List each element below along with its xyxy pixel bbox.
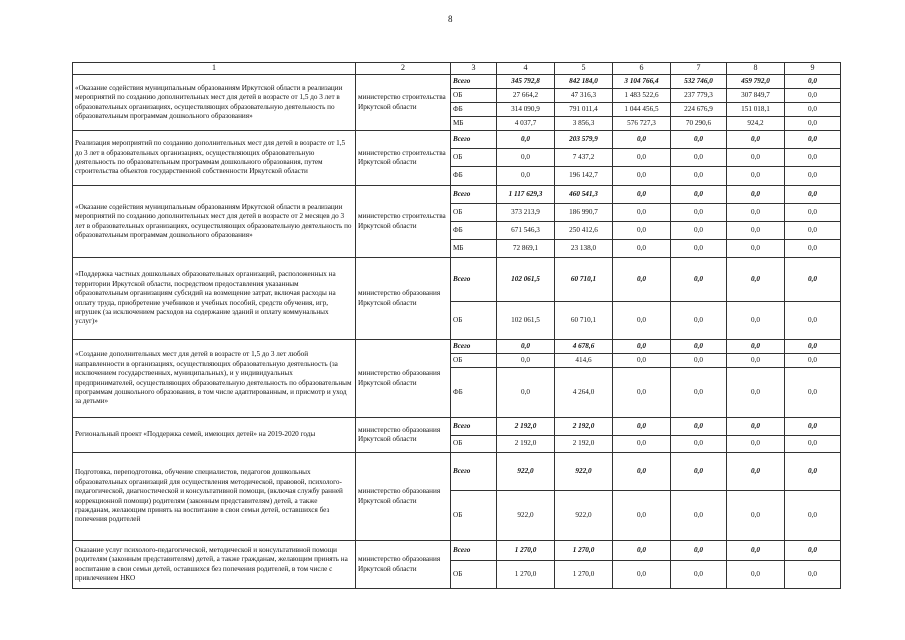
header-row [73,63,841,75]
amount-cell: 345 792,8 [497,75,555,89]
executor-cell: министерство образования Иркутской области [356,541,451,589]
amount-cell: 0,0 [613,258,671,302]
amount-cell: 0,0 [785,541,841,561]
funding-source-cell: ОБ [451,89,497,103]
amount-cell: 60 710,1 [555,258,613,302]
amount-cell: 2 192,0 [497,418,555,436]
amount-cell: 102 061,5 [497,258,555,302]
amount-cell: 0,0 [613,149,671,167]
amount-cell: 414,6 [555,354,613,368]
funding-source-cell: Всего [451,453,497,491]
amount-cell: 0,0 [785,89,841,103]
amount-cell: 0,0 [785,240,841,258]
table-row [73,453,841,491]
amount-cell: 532 746,0 [671,75,727,89]
amount-cell: 1 483 522,6 [613,89,671,103]
amount-cell: 0,0 [613,541,671,561]
amount-cell: 0,0 [727,418,785,436]
amount-cell: 791 011,4 [555,103,613,117]
funding-table [72,62,841,589]
amount-cell: 1 270,0 [555,541,613,561]
amount-cell: 0,0 [785,491,841,541]
amount-cell: 0,0 [671,131,727,149]
amount-cell: 0,0 [671,186,727,204]
amount-cell: 0,0 [785,204,841,222]
executor-cell: министерство строительства Иркутской области [356,131,451,186]
amount-cell: 0,0 [785,302,841,340]
amount-cell: 1 044 456,5 [613,103,671,117]
funding-source-cell: Всего [451,258,497,302]
funding-source-cell: ОБ [451,354,497,368]
funding-source-cell: ОБ [451,561,497,589]
amount-cell: 0,0 [727,204,785,222]
header-cell: 7 [671,63,727,75]
amount-cell: 924,2 [727,117,785,131]
amount-cell: 0,0 [613,436,671,453]
amount-cell: 72 869,1 [497,240,555,258]
amount-cell: 186 990,7 [555,204,613,222]
program-name-cell: Региональный проект «Поддержка семей, имеющих детей» на 2019-2020 годы [73,418,356,453]
table-row [73,75,841,89]
amount-cell: 0,0 [727,368,785,418]
page-number: 8 [448,14,453,24]
amount-cell: 0,0 [671,258,727,302]
amount-cell: 237 779,3 [671,89,727,103]
amount-cell: 459 792,0 [727,75,785,89]
header-cell: 5 [555,63,613,75]
amount-cell: 4 037,7 [497,117,555,131]
amount-cell: 0,0 [613,204,671,222]
amount-cell: 196 142,7 [555,167,613,186]
amount-cell: 0,0 [785,149,841,167]
amount-cell: 0,0 [613,222,671,240]
amount-cell: 0,0 [785,222,841,240]
amount-cell: 151 018,1 [727,103,785,117]
table-row [73,258,841,302]
amount-cell: 3 856,3 [555,117,613,131]
funding-source-cell: ОБ [451,204,497,222]
executor-cell: министерство образования Иркутской области [356,453,451,541]
amount-cell: 0,0 [785,340,841,354]
executor-cell: министерство строительства Иркутской области [356,75,451,131]
amount-cell: 0,0 [671,418,727,436]
amount-cell: 60 710,1 [555,302,613,340]
amount-cell: 0,0 [671,340,727,354]
amount-cell: 0,0 [785,75,841,89]
amount-cell: 0,0 [785,354,841,368]
amount-cell: 373 213,9 [497,204,555,222]
amount-cell: 0,0 [785,117,841,131]
amount-cell: 2 192,0 [555,436,613,453]
table-row [73,418,841,436]
amount-cell: 922,0 [555,491,613,541]
amount-cell: 0,0 [785,436,841,453]
amount-cell: 0,0 [671,541,727,561]
amount-cell: 0,0 [727,186,785,204]
program-name-cell: Подготовка, переподготовка, обучение специалистов, педагогов дошкольных образовательных организаций для осуществления методической, правовой, психолого-педагогической, диагностической и консультативной помощи, (включая службу ранней коррекционной помощи) родителям (законным представителям) детей, а также гражданам, желающим принять на воспитание в свои семьи детей, оставшихся без попечения родителей [73,453,356,541]
amount-cell: 1 270,0 [497,541,555,561]
amount-cell: 0,0 [727,436,785,453]
header-cell: 2 [356,63,451,75]
amount-cell: 0,0 [671,204,727,222]
funding-source-cell: Всего [451,131,497,149]
amount-cell: 0,0 [497,131,555,149]
amount-cell: 0,0 [613,240,671,258]
amount-cell: 0,0 [785,418,841,436]
funding-source-cell: ФБ [451,167,497,186]
amount-cell: 0,0 [671,240,727,258]
funding-source-cell: ОБ [451,436,497,453]
amount-cell: 0,0 [613,453,671,491]
amount-cell: 0,0 [671,302,727,340]
amount-cell: 922,0 [497,453,555,491]
amount-cell: 0,0 [727,131,785,149]
funding-source-cell: ФБ [451,103,497,117]
amount-cell: 0,0 [613,186,671,204]
funding-source-cell: МБ [451,240,497,258]
funding-source-cell: Всего [451,340,497,354]
amount-cell: 576 727,3 [613,117,671,131]
amount-cell: 2 192,0 [497,436,555,453]
amount-cell: 0,0 [671,453,727,491]
amount-cell: 0,0 [727,240,785,258]
table-row [73,541,841,561]
amount-cell: 307 849,7 [727,89,785,103]
amount-cell: 0,0 [727,149,785,167]
executor-cell: министерство образования Иркутской области [356,418,451,453]
amount-cell: 0,0 [613,354,671,368]
amount-cell: 0,0 [497,149,555,167]
amount-cell: 70 290,6 [671,117,727,131]
amount-cell: 0,0 [671,222,727,240]
executor-cell: министерство образования Иркутской области [356,340,451,418]
amount-cell: 4 678,6 [555,340,613,354]
executor-cell: министерство образования Иркутской области [356,258,451,340]
funding-source-cell: ОБ [451,491,497,541]
amount-cell: 460 541,3 [555,186,613,204]
funding-source-cell: ОБ [451,149,497,167]
funding-source-cell: Всего [451,186,497,204]
amount-cell: 102 061,5 [497,302,555,340]
amount-cell: 0,0 [613,167,671,186]
amount-cell: 47 316,3 [555,89,613,103]
header-cell: 1 [73,63,356,75]
amount-cell: 0,0 [613,368,671,418]
amount-cell: 0,0 [671,561,727,589]
amount-cell: 0,0 [727,561,785,589]
program-name-cell: Оказание услуг психолого-педагогической, методической и консультативной помощи родителям (законным представителям) детей, а также гражданам, желающим принять на воспитание в свои семьи детей, оставшихся без попечения родителей, в том числе с привлечением НКО [73,541,356,589]
amount-cell: 0,0 [727,453,785,491]
amount-cell: 0,0 [671,149,727,167]
amount-cell: 0,0 [497,340,555,354]
amount-cell: 4 264,0 [555,368,613,418]
program-name-cell: «Поддержка частных дошкольных образовательных организаций, расположенных на территории Иркутской области, посредством предоставления указанным образовательным организациям субсидий на возмещение затрат, включая расходы на оплату труда, приобретение учебников и учебных пособий, средств обучения, игр, игрушек (за исключением расходов на содержание зданий и оплату коммунальных услуг)» [73,258,356,340]
amount-cell: 922,0 [497,491,555,541]
amount-cell: 2 192,0 [555,418,613,436]
table-row [73,186,841,204]
amount-cell: 0,0 [497,354,555,368]
amount-cell: 23 138,0 [555,240,613,258]
amount-cell: 0,0 [671,491,727,541]
amount-cell: 0,0 [613,302,671,340]
header-cell: 6 [613,63,671,75]
header-cell: 8 [727,63,785,75]
amount-cell: 0,0 [785,167,841,186]
amount-cell: 203 579,9 [555,131,613,149]
amount-cell: 0,0 [727,354,785,368]
amount-cell: 27 664,2 [497,89,555,103]
amount-cell: 0,0 [671,436,727,453]
header-cell: 4 [497,63,555,75]
amount-cell: 842 184,0 [555,75,613,89]
table-row [73,131,841,149]
amount-cell: 0,0 [727,491,785,541]
amount-cell: 0,0 [785,186,841,204]
amount-cell: 0,0 [613,131,671,149]
amount-cell: 7 437,2 [555,149,613,167]
amount-cell: 0,0 [613,418,671,436]
amount-cell: 0,0 [671,368,727,418]
amount-cell: 0,0 [727,167,785,186]
amount-cell: 0,0 [727,541,785,561]
amount-cell: 0,0 [671,167,727,186]
table-row [73,340,841,354]
amount-cell: 0,0 [613,491,671,541]
amount-cell: 0,0 [727,302,785,340]
funding-source-cell: МБ [451,117,497,131]
amount-cell: 0,0 [497,167,555,186]
program-name-cell: Реализация мероприятий по созданию дополнительных мест для детей в возрасте от 1,5 до 3 лет в образовательных организациях, осуществляющих образовательную деятельность по образовательным программам дошкольного образования, путем строительства объектов государственной собственности Иркутской области [73,131,356,186]
amount-cell: 224 676,9 [671,103,727,117]
amount-cell: 0,0 [613,561,671,589]
amount-cell: 0,0 [785,103,841,117]
amount-cell: 0,0 [785,453,841,491]
funding-source-cell: ФБ [451,368,497,418]
amount-cell: 1 270,0 [497,561,555,589]
amount-cell: 250 412,6 [555,222,613,240]
funding-source-cell: Всего [451,541,497,561]
amount-cell: 314 090,9 [497,103,555,117]
amount-cell: 0,0 [785,131,841,149]
header-cell: 9 [785,63,841,75]
amount-cell: 1 270,0 [555,561,613,589]
executor-cell: министерство строительства Иркутской области [356,186,451,258]
funding-source-cell: ОБ [451,302,497,340]
funding-source-cell: ФБ [451,222,497,240]
amount-cell: 1 117 629,3 [497,186,555,204]
amount-cell: 3 104 766,4 [613,75,671,89]
amount-cell: 0,0 [785,368,841,418]
funding-source-cell: Всего [451,418,497,436]
table-body [73,75,841,589]
amount-cell: 0,0 [671,354,727,368]
funding-source-cell: Всего [451,75,497,89]
program-name-cell: «Создание дополнительных мест для детей в возрасте от 1,5 до 3 лет любой направленности в организациях, осуществляющих образовательную деятельность (за исключением государственных, муниципальных), и у индивидуальных предпринимателей, осуществляющих образовательную деятельность по образовательным программам дошкольного образования, в том числе адаптированным, и присмотр и уход за детьми» [73,340,356,418]
amount-cell: 0,0 [613,340,671,354]
program-name-cell: «Оказание содействия муниципальным образованиям Иркутской области в реализации мероприятий по созданию дополнительных мест для детей в возрасте от 2 месяцев до 3 лет в образовательных организациях, осуществляющих образовательную деятельность по образовательным программам дошкольного образования» [73,186,356,258]
amount-cell: 0,0 [785,561,841,589]
amount-cell: 922,0 [555,453,613,491]
amount-cell: 0,0 [727,258,785,302]
header-cell: 3 [451,63,497,75]
amount-cell: 0,0 [727,222,785,240]
amount-cell: 0,0 [497,368,555,418]
amount-cell: 0,0 [727,340,785,354]
amount-cell: 0,0 [785,258,841,302]
program-name-cell: «Оказание содействия муниципальным образованиям Иркутской области в реализации мероприятий по созданию дополнительных мест для детей в возрасте от 1,5 до 3 лет в образовательных организациях, осуществляющих образовательную деятельность по образовательным программам дошкольного образования» [73,75,356,131]
amount-cell: 671 546,3 [497,222,555,240]
